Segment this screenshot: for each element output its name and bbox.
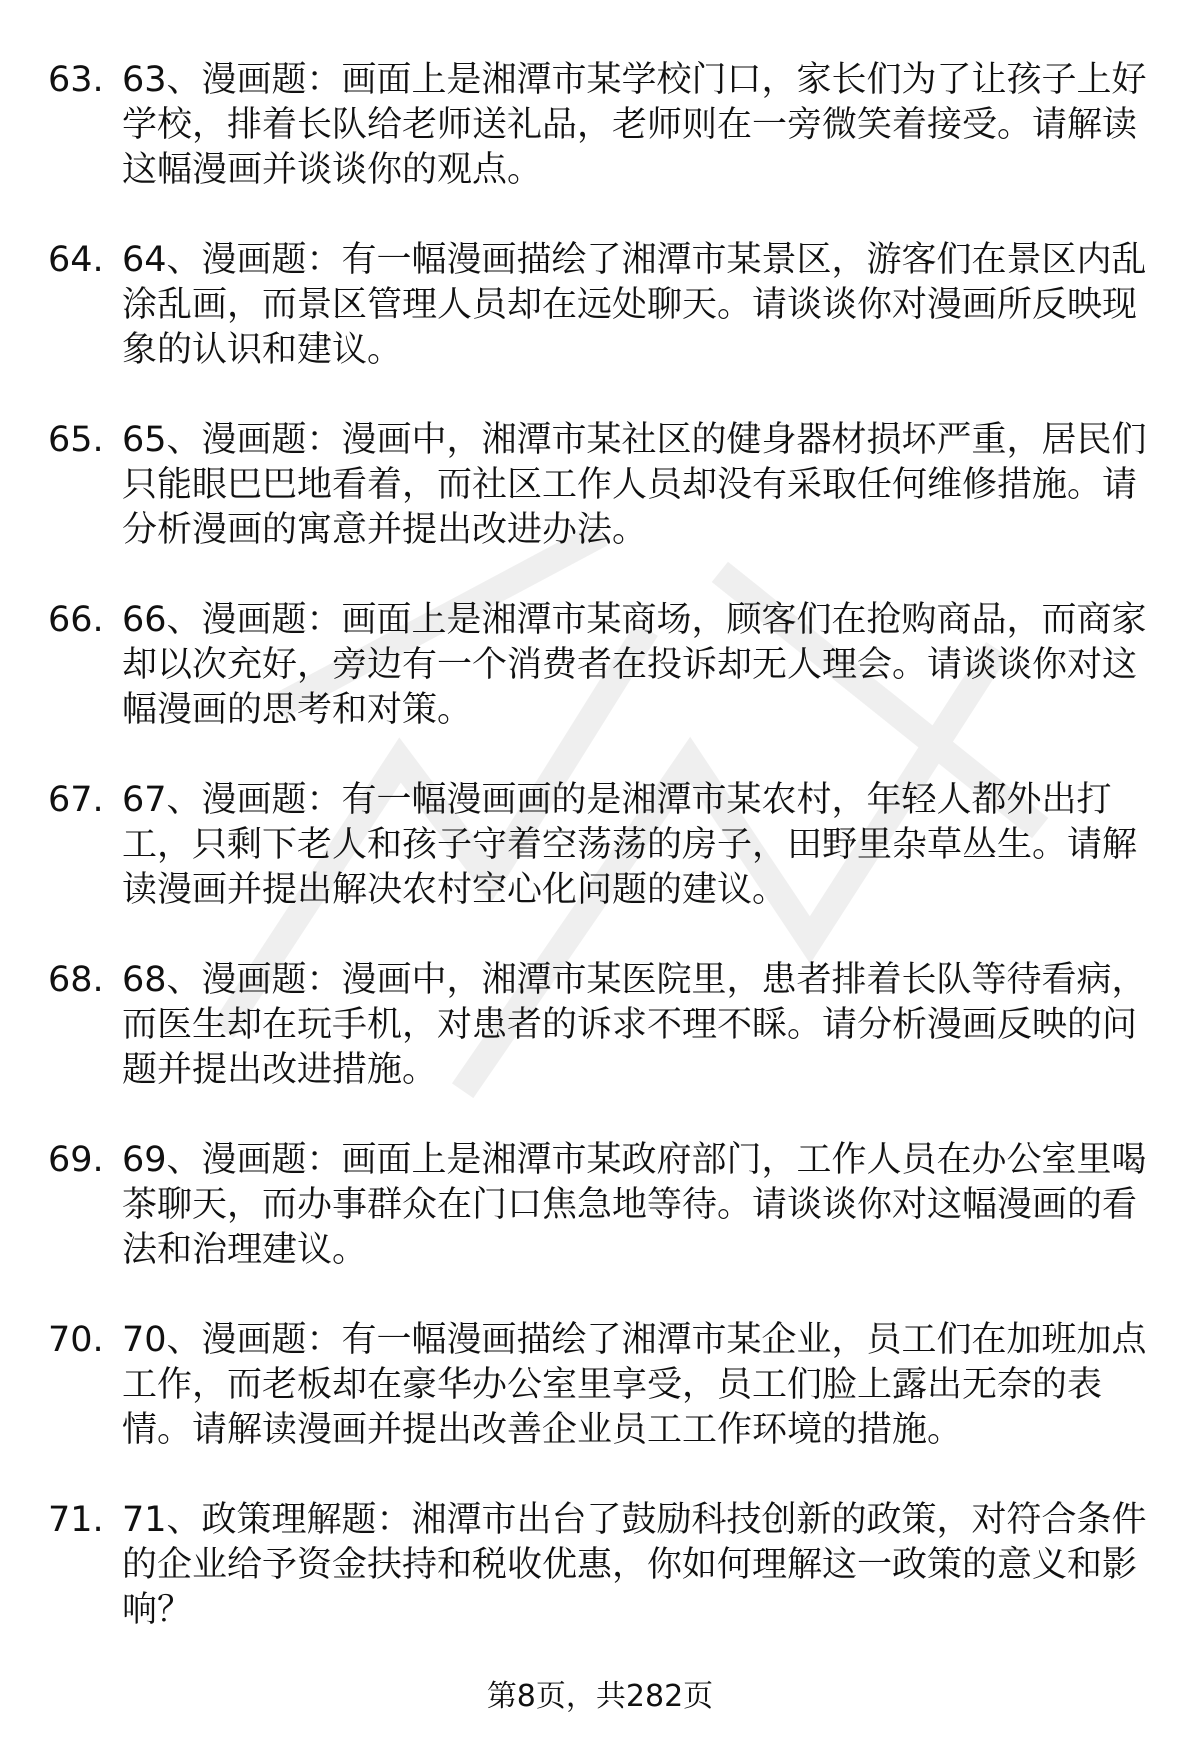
question-text: 66、漫画题：画面上是湘潭市某商场，顾客们在抢购商品，而商家却以次充好，旁边有一个消费者在投诉却无人理会。请谈谈你对这幅漫画的思考和对策。 xyxy=(122,600,1147,730)
question-number: 63. xyxy=(48,60,104,100)
question-item xyxy=(48,58,1158,193)
question-item xyxy=(48,1498,1158,1633)
question-text: 70、漫画题：有一幅漫画描绘了湘潭市某企业，员工们在加班加点工作，而老板却在豪华办公室里享受，员工们脸上露出无奈的表情。请解读漫画并提出改善企业员工工作环境的措施。 xyxy=(122,1320,1147,1450)
question-text: 71、政策理解题：湘潭市出台了鼓励科技创新的政策，对符合条件的企业给予资金扶持和税收优惠，你如何理解这一政策的意义和影响？ xyxy=(122,1500,1147,1630)
question-number: 69. xyxy=(48,1140,104,1180)
question-number: 67. xyxy=(48,780,104,820)
question-item xyxy=(48,1318,1158,1453)
question-item xyxy=(48,958,1158,1093)
question-text: 64、漫画题：有一幅漫画描绘了湘潭市某景区，游客们在景区内乱涂乱画，而景区管理人员却在远处聊天。请谈谈你对漫画所反映现象的认识和建议。 xyxy=(122,240,1147,370)
question-number: 70. xyxy=(48,1320,104,1360)
question-text: 63、漫画题：画面上是湘潭市某学校门口，家长们为了让孩子上好学校，排着长队给老师送礼品，老师则在一旁微笑着接受。请解读这幅漫画并谈谈你的观点。 xyxy=(122,60,1147,190)
question-item xyxy=(48,238,1158,373)
question-item xyxy=(48,418,1158,553)
question-text: 67、漫画题：有一幅漫画画的是湘潭市某农村，年轻人都外出打工，只剩下老人和孩子守着空荡荡的房子，田野里杂草丛生。请解读漫画并提出解决农村空心化问题的建议。 xyxy=(122,780,1138,910)
question-list xyxy=(48,58,1158,1678)
question-item xyxy=(48,1138,1158,1273)
question-text: 68、漫画题：漫画中，湘潭市某医院里，患者排着长队等待看病，而医生却在玩手机，对患者的诉求不理不睬。请分析漫画反映的问题并提出改进措施。 xyxy=(122,960,1147,1090)
page-footer xyxy=(0,1677,1200,1717)
question-item xyxy=(48,598,1158,733)
question-item xyxy=(48,778,1158,913)
question-number: 68. xyxy=(48,960,104,1000)
question-number: 64. xyxy=(48,240,104,280)
question-text: 69、漫画题：画面上是湘潭市某政府部门，工作人员在办公室里喝茶聊天，而办事群众在门口焦急地等待。请谈谈你对这幅漫画的看法和治理建议。 xyxy=(122,1140,1147,1270)
question-text: 65、漫画题：漫画中，湘潭市某社区的健身器材损坏严重，居民们只能眼巴巴地看着，而社区工作人员却没有采取任何维修措施。请分析漫画的寓意并提出改进办法。 xyxy=(122,420,1147,550)
question-number: 71. xyxy=(48,1500,104,1540)
page-number-label: 第8页，共282页 xyxy=(486,1679,714,1714)
question-number: 66. xyxy=(48,600,104,640)
question-number: 65. xyxy=(48,420,104,460)
